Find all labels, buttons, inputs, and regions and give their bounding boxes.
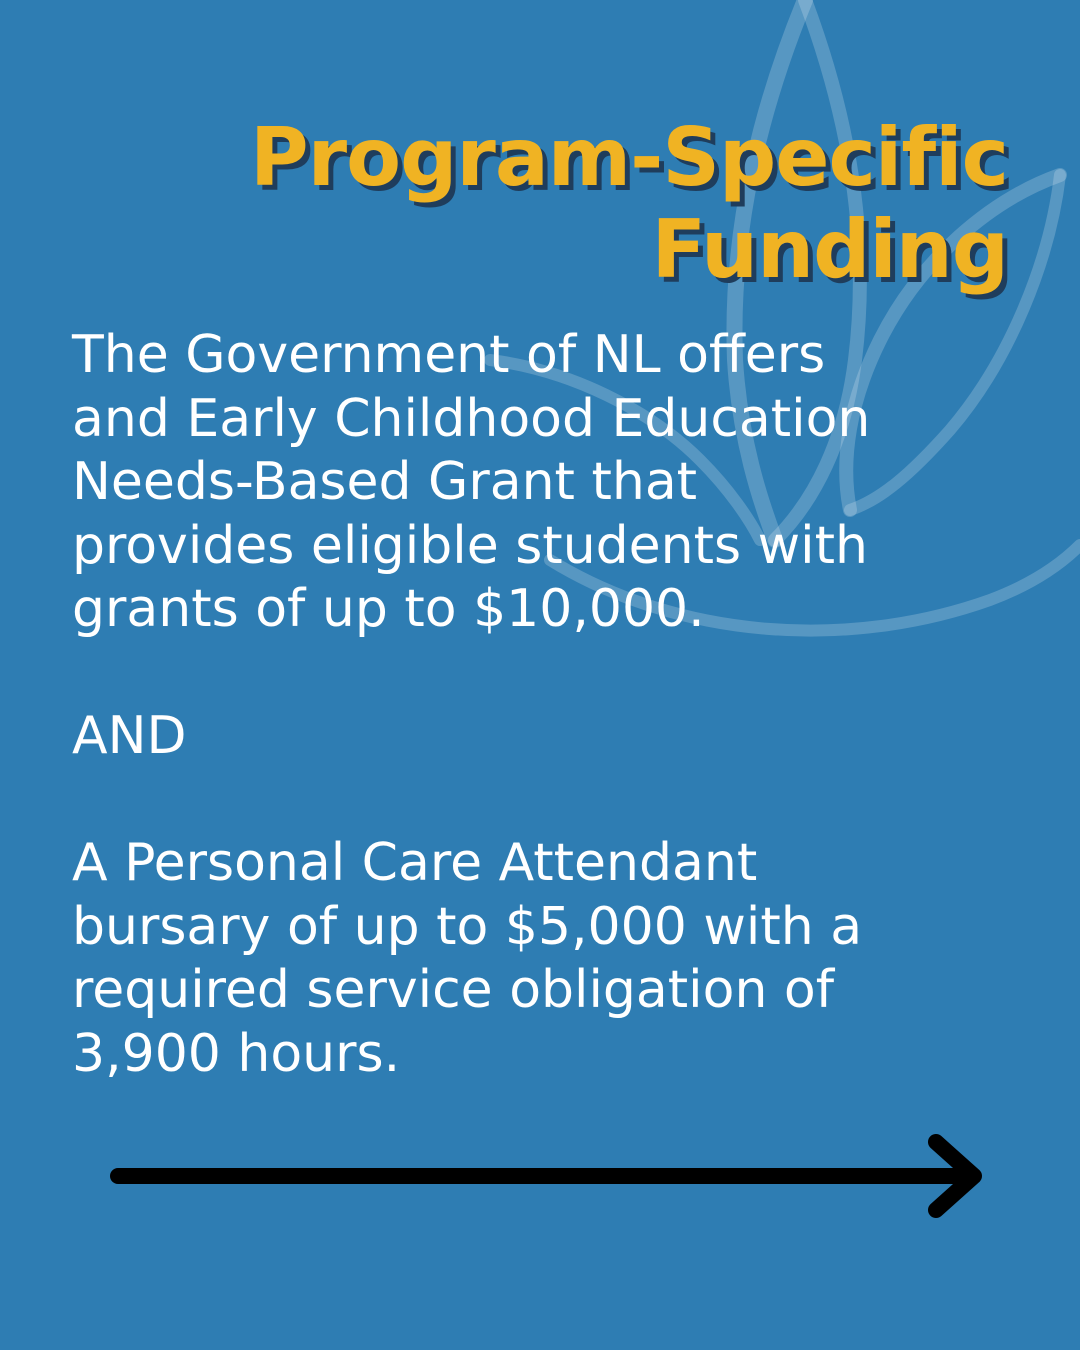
- paragraph-spacer: [72, 769, 1032, 833]
- title-line-1: Program-Specific: [250, 111, 1008, 204]
- grant-paragraph: The Government of NL offers and Early Childhood Education Needs-Based Grant that provides eligible students with grants of up to $10,000.: [72, 325, 871, 639]
- paragraph-spacer: [72, 642, 1032, 706]
- connector-text: AND: [72, 706, 187, 766]
- title-line-2: Funding: [651, 203, 1008, 296]
- body-text: [72, 324, 1032, 1086]
- arrow-right-icon[interactable]: [110, 1130, 990, 1220]
- page-title: [250, 112, 1008, 296]
- bursary-paragraph: A Personal Care Attendant bursary of up to $5,000 with a required service obligation of 3,900 hours.: [72, 833, 863, 1084]
